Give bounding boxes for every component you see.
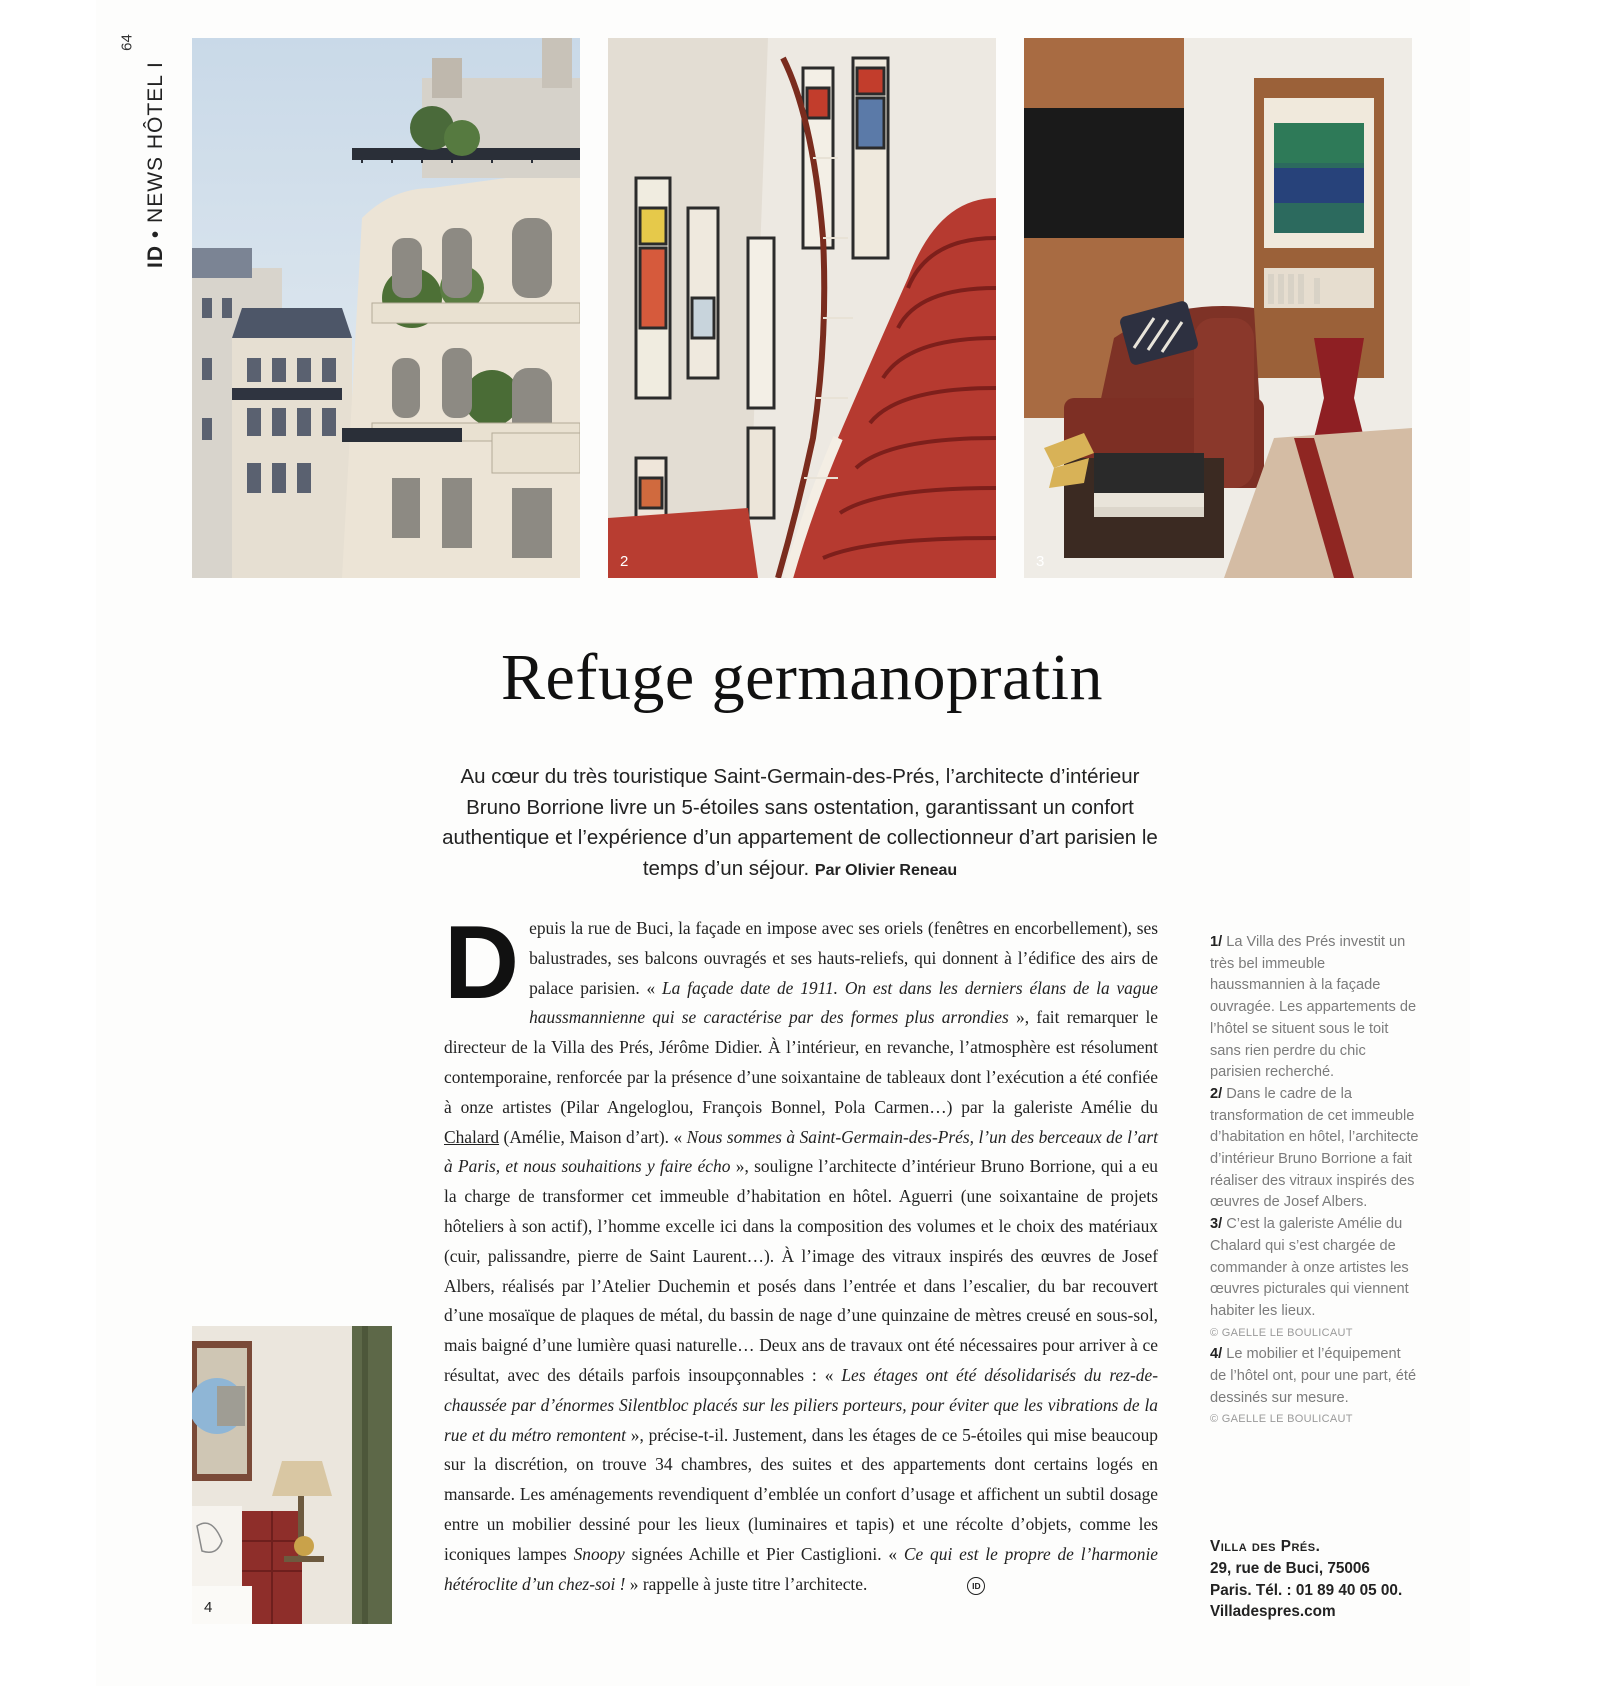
underlined-run: Chalard <box>444 1126 500 1147</box>
caption-text: Le mobilier et l’équipement de l’hôtel ont, pour une part, été dessinés sur mesure. <box>1210 1346 1417 1406</box>
end-mark-icon: ID <box>967 1577 985 1595</box>
drop-cap: D <box>444 905 520 1021</box>
text-run: », fait remarquer le directeur de la Villa des Prés, Jérôme Didier. À l’intérieur, en revanche, l’atmosphère est résolument contemporaine, renforcée par la présence d’une soixantaine de tableaux dont l’exécution a été confiée à onze artistes (Pilar Angeloglou, François Bonnel, Pola Carmen…) par la galeriste Amélie du <box>444 1007 1158 1117</box>
quote-run: La façade date de 1911. On est dans les derniers élans de la vague haussmannienne qui se caractérise par des formes plus arrondies <box>529 977 1158 1028</box>
caption-text: C’est la galeriste Amélie du Chalard qui s’est chargée de commander à onze artistes les œuvres picturales qui viennent habiter les lieux. <box>1210 1216 1409 1319</box>
photo-number: 3 <box>1036 553 1045 570</box>
caption-3 <box>1210 1214 1420 1344</box>
quote-run: Les étages ont été désolidarisés du rez-de-chaussée par d’énormes Silentbloc placés sur les piliers porteurs, pour éviter que les vibrations de la rue et du métro remontent <box>444 1364 1158 1445</box>
photo-credit: © GAELLE LE BOULICAUT <box>1210 1326 1353 1339</box>
text-run: » rappelle à juste titre l’architecte. <box>625 1573 868 1594</box>
article-body-text <box>444 905 1159 1594</box>
caption-number: 1/ <box>1210 934 1227 950</box>
caption-number: 4/ <box>1210 1346 1227 1363</box>
quote-run: Ce qui est le propre de l’harmonie hétéroclite d’un chez-soi ! <box>444 1543 1159 1594</box>
photo-living-room <box>1024 38 1412 578</box>
caption-text: Dans le cadre de la transformation de cet immeuble d’habitation en hôtel, l’architecte d’intérieur Bruno Borrione a fait réaliser des vitraux inspirés des œuvres de Josef Albers. <box>1210 1085 1419 1211</box>
article-intro <box>440 762 1160 886</box>
bedroom-illustration <box>192 1326 392 1624</box>
section-header <box>110 38 167 268</box>
section-separator: • <box>144 229 167 239</box>
hotel-name: Villa des Prés. <box>1210 1538 1321 1555</box>
caption-2 <box>1210 1084 1420 1214</box>
photo-credit: © GAELLE LE BOULICAUT <box>1210 1413 1353 1426</box>
photo-captions <box>1210 932 1420 1431</box>
hotel-website[interactable]: Villadespres.com <box>1210 1603 1336 1621</box>
section-prefix: ID <box>144 245 167 268</box>
photo-number: 2 <box>620 553 629 570</box>
caption-number: 2/ <box>1210 1085 1227 1102</box>
page-number: 64 <box>118 34 136 51</box>
hotel-address: 29, rue de Buci, 75006 <box>1210 1559 1370 1577</box>
text-run: signées Achille et Pier Castiglioni. « <box>624 1543 904 1564</box>
quote-run: Nous sommes à Saint-Germain-des-Prés, l’un des berceaux de l’art à Paris, et nous souhaitions y faire écho <box>444 1126 1158 1177</box>
hotel-info <box>1210 1536 1440 1623</box>
text-run: », souligne l’architecte d’intérieur Bruno Borrione, qui a eu la charge de transformer cet immeuble d’habitation en hôtel. Aguerri (une soixantaine de projets hôteliers à son actif), l’homme excelle ici dans la composition des volumes et le choix des matériaux (cuir, palissandre, pierre de Saint Laurent…). À l’image des vitraux inspirés des œuvres de Josef Albers, réalisés par l’Atelier Duchemin et posés dans l’entrée et dans l’escalier, du bar recouvert d’une mosaïque de plaques de métal, du bassin de nage d’une quinzaine de mètres creusé en sous-sol, mais baigné d’une lumière quasi naturelle… Deux ans de travaux ont été nécessaires pour arriver à ce résultat, avec des détails parfois insoupçonnables : « <box>444 1156 1158 1385</box>
article-body <box>444 905 1159 1599</box>
caption-number: 3/ <box>1210 1216 1227 1233</box>
article-title: Refuge germanopratin <box>501 641 1103 714</box>
caption-text: La Villa des Prés investit un très bel immeuble haussmannien à la façade ouvragée. Les appartements de l’hôtel se situent sous le toit sans rien perdre du chic parisien recherché. <box>1210 934 1417 1081</box>
photo-staircase <box>608 38 996 578</box>
text-run: epuis la rue de Buci, la façade en impose avec ses oriels (fenêtres en encorbellement), ses balustrades, ses balcons ouvragés et ses hauts-reliefs, qui donnent à l’édifice des airs de palace parisien. « <box>529 918 1158 998</box>
text-run: », précise-t-il. Justement, dans les étages de ce 5-étoiles qui mise beaucoup sur la discrétion, on trouve 34 chambres, des suites et des appartements dont certains logés en mansarde. Les aménagements revendiquent d’emblée un confort d’usage et affichent un subtil dosage entre un mobilier dessiné pour les lieux (luminaires et tapis) et une récolte d’objets, comme les iconiques lampes <box>444 1424 1158 1564</box>
caption-4 <box>1210 1344 1420 1431</box>
photo-number: 4 <box>204 1599 213 1616</box>
section-label: NEWS HÔTEL <box>144 74 167 223</box>
intro-text: Au cœur du très touristique Saint-Germain-des-Prés, l’architecte d’intérieur Bruno Borrione livre un 5-étoiles sans ostentation, garantissant un confort authentique et l’expérience d’un appartement de collectionneur d’art parisien le temps d’un séjour. <box>442 765 1158 880</box>
quote-run: Snoopy <box>573 1543 625 1564</box>
living-room-illustration <box>1024 38 1412 578</box>
staircase-illustration <box>608 38 996 578</box>
facade-illustration <box>192 38 580 578</box>
byline: Par Olivier Reneau <box>814 861 958 879</box>
text-run: (Amélie, Maison d’art). « <box>499 1126 687 1147</box>
caption-1 <box>1210 932 1420 1084</box>
hotel-city-phone: Paris. Tél. : 01 89 40 05 00. <box>1210 1581 1403 1599</box>
photo-facade <box>192 38 580 578</box>
section-bar: I <box>144 61 167 69</box>
photo-bedroom <box>192 1326 392 1624</box>
